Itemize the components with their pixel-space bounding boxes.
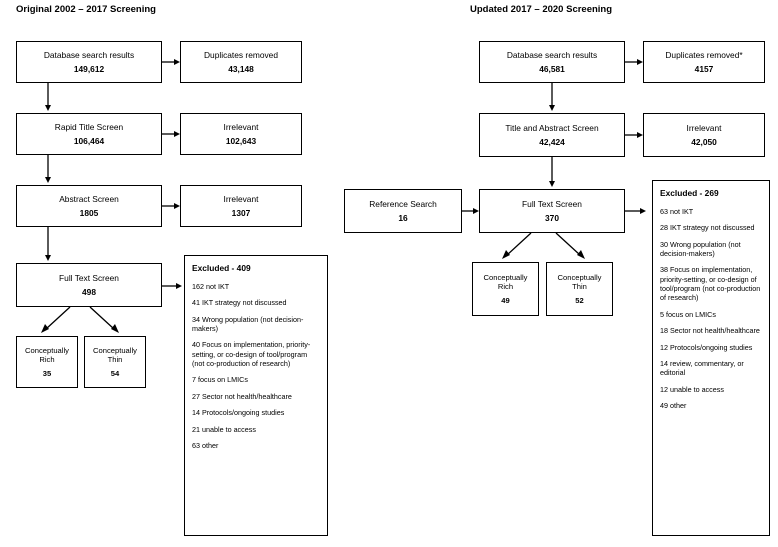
excluded-item: 18 Sector not health/healthcare [660, 326, 760, 336]
node-database-search-right [479, 41, 625, 83]
excluded-item: 40 Focus on implementation, priority-setting, or co-design of tool/program (not co-production of research) [192, 340, 311, 369]
node-value: 102,643 [225, 136, 257, 146]
arrow-fulltext-to-rich-left [36, 307, 72, 337]
excluded-item: 41 IKT strategy not discussed [192, 298, 287, 308]
arrow-fulltext-to-thin-left [90, 307, 126, 337]
node-value: 4157 [694, 64, 714, 74]
node-label: Duplicates removed* [665, 49, 743, 60]
node-label: Irrelevant [686, 122, 722, 133]
arrow-db-to-title-right [547, 83, 557, 113]
excluded-heading: Excluded - 269 [660, 188, 719, 198]
node-label: Full Text Screen [59, 272, 119, 283]
node-value: 149,612 [73, 64, 105, 74]
node-value: 370 [545, 213, 559, 223]
excluded-item: 14 Protocols/ongoing studies [192, 408, 285, 418]
node-label: Conceptually Thin [93, 345, 137, 365]
node-value: 42,424 [539, 137, 565, 147]
excluded-item: 49 other [660, 400, 687, 410]
node-database-search-left [16, 41, 162, 83]
node-full-text-screen-left [16, 263, 162, 307]
node-abstract-screen-left [16, 185, 162, 227]
excluded-item: 21 unable to access [192, 424, 256, 434]
node-label: Conceptually Thin [557, 272, 602, 292]
node-value: 16 [398, 213, 408, 223]
arrow-fulltext-to-thin-right [556, 233, 592, 263]
left-panel-title: Original 2002 – 2017 Screening [16, 4, 156, 15]
node-label: Reference Search [369, 198, 437, 209]
arrow-title-to-fulltext-right [547, 157, 557, 189]
node-duplicates-removed-left [180, 41, 302, 83]
excluded-item: 12 unable to access [660, 384, 724, 394]
excluded-box-right [652, 180, 770, 536]
node-irrelevant-2-left [180, 185, 302, 227]
node-title-abstract-screen-right [479, 113, 625, 157]
arrow-fulltext-to-excluded-right [625, 206, 649, 216]
node-conceptually-rich-left [16, 336, 78, 388]
arrow-title-to-abstract-left [43, 155, 53, 185]
node-rapid-title-screen-left [16, 113, 162, 155]
excluded-item: 162 not IKT [192, 281, 230, 291]
node-irrelevant-right [643, 113, 765, 157]
node-conceptually-rich-right [472, 262, 539, 316]
arrow-fulltext-to-rich-right [497, 233, 533, 263]
excluded-item: 34 Wrong population (not decision-makers) [192, 314, 304, 333]
node-label: Conceptually Rich [483, 272, 528, 292]
arrow-db-to-title-left [43, 83, 53, 113]
node-irrelevant-1-left [180, 113, 302, 155]
node-label: Irrelevant [223, 193, 259, 204]
node-label: Database search results [43, 49, 135, 60]
node-value: 54 [110, 368, 120, 378]
node-value: 52 [575, 295, 584, 305]
excluded-item: 30 Wrong population (not decision-makers) [660, 239, 741, 258]
excluded-item: 38 Focus on implementation, priority-setting, or co-design of tool/program (not co-production of research) [660, 265, 761, 303]
excluded-item: 14 review, commentary, or editorial [660, 358, 744, 378]
right-panel-title: Updated 2017 – 2020 Screening [470, 4, 613, 15]
arrow-fulltext-to-excluded-left [162, 281, 184, 291]
node-label: Title and Abstract Screen [505, 122, 599, 133]
node-conceptually-thin-right [546, 262, 613, 316]
node-full-text-screen-right [479, 189, 625, 233]
node-label: Database search results [506, 49, 598, 60]
excluded-item: 63 not IKT [660, 206, 694, 216]
excluded-item: 5 focus on LMICs [660, 309, 716, 319]
arrow-db-to-duplicates-right [625, 57, 645, 67]
excluded-box-left [184, 255, 328, 536]
node-label: Duplicates removed [203, 49, 278, 60]
node-value: 43,148 [228, 64, 254, 74]
node-value: 106,464 [73, 136, 105, 146]
node-label: Conceptually Rich [25, 345, 69, 365]
arrow-abstract-to-irrelevant-left [162, 201, 182, 211]
excluded-item: 27 Sector not health/healthcare [192, 391, 292, 401]
excluded-item: 28 IKT strategy not discussed [660, 223, 755, 233]
node-value: 1307 [231, 208, 251, 218]
node-duplicates-removed-right [643, 41, 765, 83]
node-label: Rapid Title Screen [54, 121, 124, 132]
node-value: 1805 [79, 208, 99, 218]
node-label: Full Text Screen [522, 198, 582, 209]
arrow-title-to-irrelevant-right [625, 130, 645, 140]
excluded-heading: Excluded - 409 [192, 263, 251, 273]
node-value: 42,050 [691, 137, 717, 147]
node-value: 49 [501, 295, 510, 305]
excluded-item: 12 Protocols/ongoing studies [660, 342, 753, 352]
node-reference-search-right [344, 189, 462, 233]
node-value: 35 [42, 368, 52, 378]
node-conceptually-thin-left [84, 336, 146, 388]
excluded-item: 63 other [192, 440, 219, 450]
node-value: 46,581 [539, 64, 565, 74]
node-value: 498 [82, 287, 96, 297]
node-label: Irrelevant [223, 121, 259, 132]
excluded-item: 7 focus on LMICs [192, 375, 248, 385]
arrow-abstract-to-fulltext-left [43, 227, 53, 263]
arrow-title-to-irrelevant-left [162, 129, 182, 139]
arrow-db-to-duplicates-left [162, 57, 182, 67]
node-label: Abstract Screen [59, 193, 119, 204]
